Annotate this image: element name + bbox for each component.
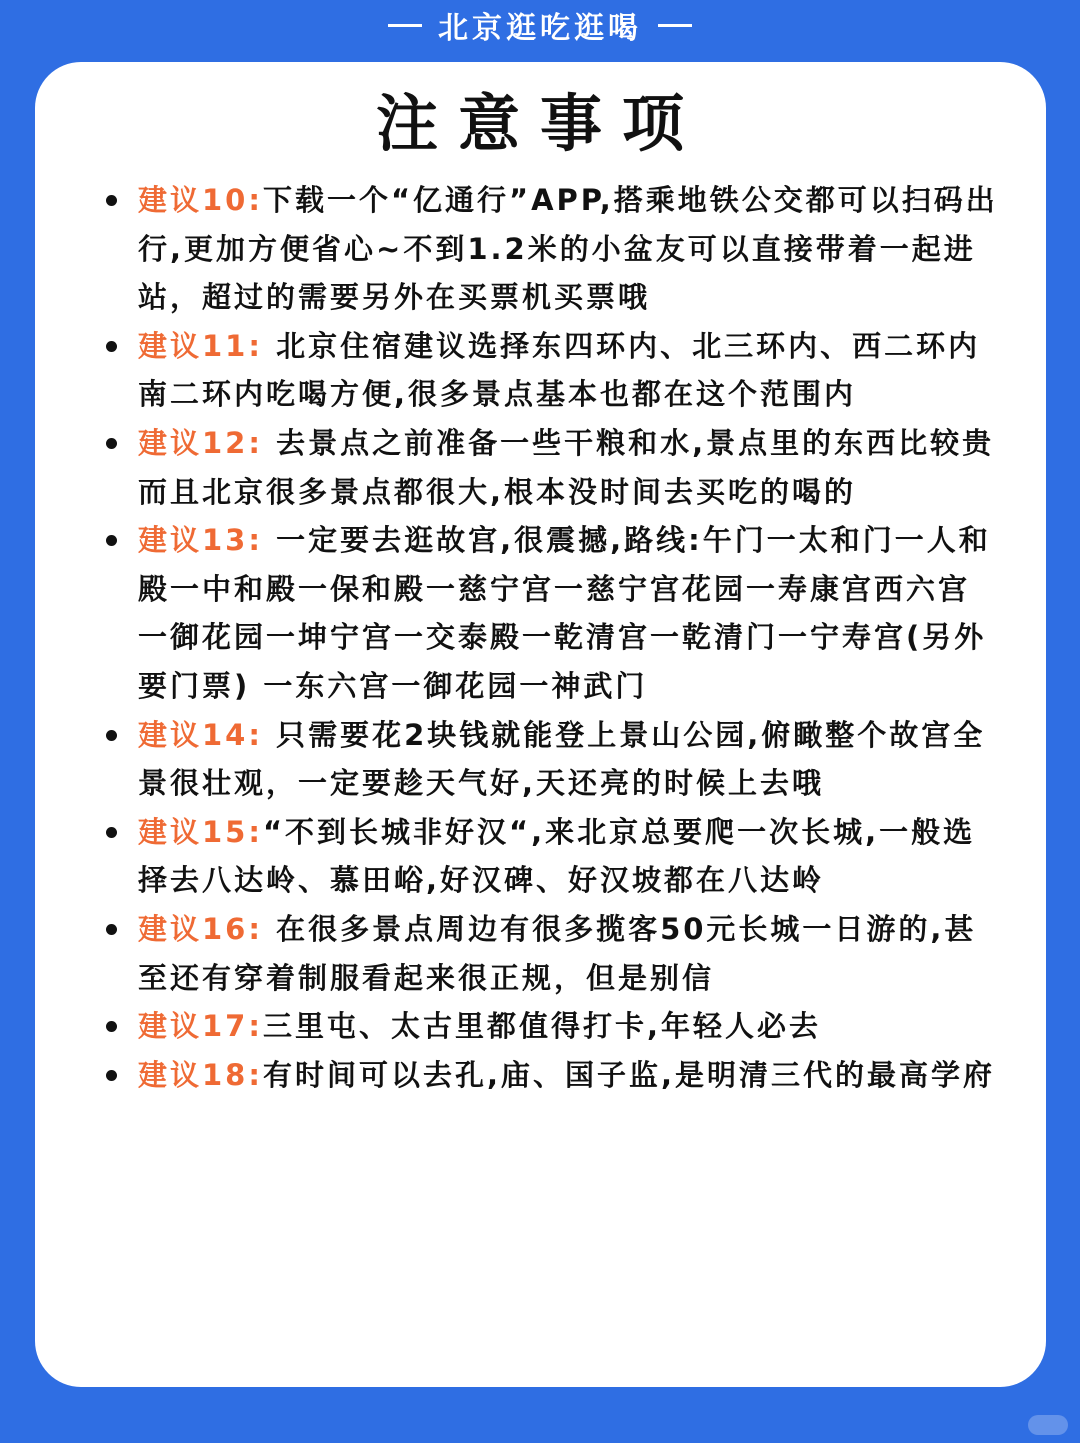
bullet-icon: [106, 341, 117, 352]
tip-text: 有时间可以去孔,庙、国子监,是明清三代的最高学府: [262, 1057, 996, 1092]
tip-text: 去景点之前准备一些干粮和水,景点里的东西比较贵而且北京很多景点都很大,根本没时间去买吃的喝的: [138, 425, 995, 509]
list-item: [98, 711, 998, 808]
bullet-icon: [106, 438, 117, 449]
list-item: [98, 808, 998, 905]
page-title: 注意事项: [375, 87, 704, 160]
bullet-icon: [106, 730, 117, 741]
tip-text: 只需要花2块钱就能登上景山公园,俯瞰整个故宫全景很壮观，一定要趁天气好,天还亮的时候上去哦: [138, 717, 986, 801]
tip-label: 建议14:: [138, 717, 277, 752]
tip-text: 北京住宿建议选择东四环内、北三环内、西二环内南二环内吃喝方便,很多景点基本也都在这个范围内: [138, 328, 981, 412]
tip-label: 建议18:: [138, 1057, 263, 1092]
tip-label: 建议10:: [138, 183, 263, 217]
tip-label: 建议12:: [138, 425, 277, 460]
tip-label: 建议11:: [138, 328, 277, 363]
list-item: [98, 905, 998, 1002]
banner-dash-left: [388, 24, 422, 27]
list-item: [98, 419, 998, 516]
watermark-badge: [1028, 1415, 1068, 1435]
list-item: [98, 1002, 998, 1051]
bullet-icon: [106, 195, 117, 206]
list-item: [98, 1051, 998, 1100]
list-item: [98, 176, 998, 322]
tip-text: 三里屯、太古里都值得打卡,年轻人必去: [262, 1009, 821, 1044]
bullet-icon: [106, 535, 117, 546]
bullet-icon: [106, 1021, 117, 1032]
list-item: [98, 322, 998, 419]
bullet-icon: [106, 924, 117, 935]
bullet-icon: [106, 827, 117, 838]
top-banner: [0, 0, 1080, 50]
tip-text: 在很多景点周边有很多揽客50元长城一日游的,甚至还有穿着制服看起来很正规，但是别信: [138, 911, 977, 995]
tip-label: 建议17:: [138, 1009, 263, 1044]
bullet-icon: [106, 1070, 117, 1081]
tip-label: 建议15:: [138, 814, 263, 849]
tip-label: 建议16:: [138, 911, 277, 946]
list-item: [98, 516, 998, 710]
banner-dash-right: [658, 24, 692, 27]
tips-list: [98, 176, 998, 1099]
tip-text: 一定要去逛故宫,很震撼,路线:午门一太和门一人和殿一中和殿一保和殿一慈宁宫一慈宁宫花园一寿康宫西六宫一御花园一坤宁宫一交泰殿一乾清宫一乾清门一宁寿宫(另外要门票) 一东六宫一御花园一神武门: [138, 523, 991, 703]
tip-text: “不到长城非好汉“,来北京总要爬一次长城,一般选择去八达岭、慕田峪,好汉碑、好汉坡都在八达岭: [138, 814, 976, 898]
banner-title: 北京逛吃逛喝: [438, 11, 642, 46]
tip-label: 建议13:: [138, 523, 277, 558]
tip-text: 下载一个“亿通行”APP,搭乘地铁公交都可以扫码出行,更加方便省心~不到1.2米的小盆友可以直接带着一起进站，超过的需要另外在买票机买票哦: [138, 183, 998, 315]
